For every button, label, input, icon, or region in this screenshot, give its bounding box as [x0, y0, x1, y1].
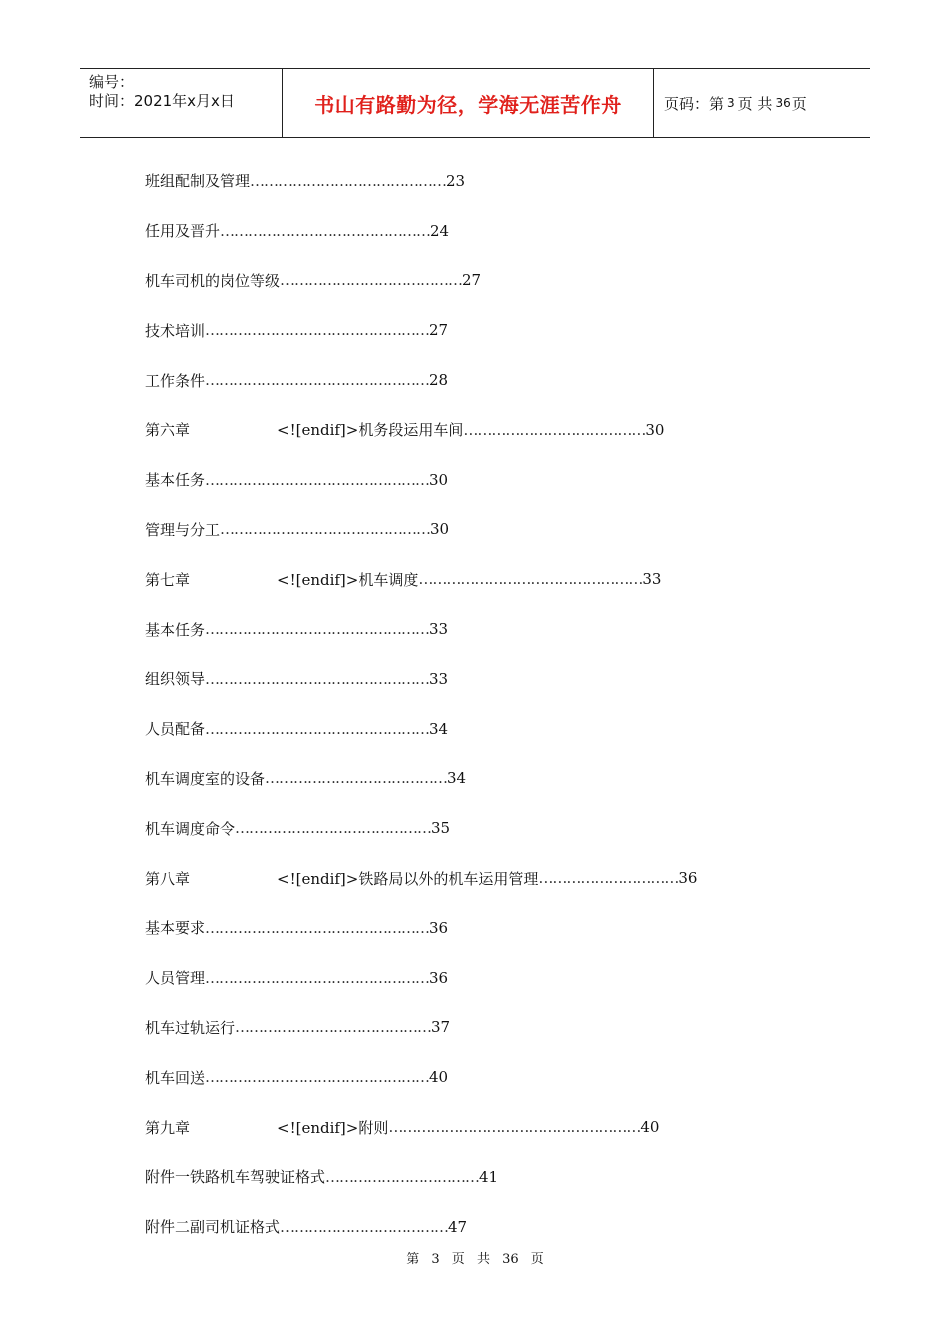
toc-page-number: 36: [678, 869, 698, 888]
footer-current-page: 3: [431, 1252, 440, 1267]
page-footer: [0, 1248, 950, 1267]
toc-entry-title: 人员配备: [145, 720, 206, 739]
toc-dot-leader: ……………………………………: [235, 819, 432, 838]
toc-dot-leader: ………………………………………: [220, 520, 431, 539]
toc-entry[interactable]: [145, 654, 825, 704]
toc-entry[interactable]: [145, 1102, 825, 1152]
toc-entry[interactable]: [145, 853, 825, 903]
toc-entry[interactable]: [145, 554, 825, 604]
table-of-contents: [145, 156, 825, 1252]
toc-entry[interactable]: [145, 803, 825, 853]
toc-chapter-label: 第七章: [145, 570, 191, 589]
toc-page-number: 24: [430, 221, 450, 240]
header-motto: 书山有路勤为径，学海无涯苦作舟: [314, 92, 622, 117]
toc-entry-title: <![endif]>附则: [277, 1118, 389, 1137]
footer-word-ye-end: 页: [530, 1252, 544, 1267]
toc-page-number: 36: [429, 918, 449, 937]
toc-entry[interactable]: [145, 1202, 825, 1252]
toc-entry-title: <![endif]>铁路局以外的机车运用管理: [277, 869, 539, 888]
toc-entry-title: 附件二副司机证格式: [145, 1218, 281, 1237]
toc-page-number: 40: [640, 1118, 660, 1137]
toc-entry-title: 机车过轨运行: [145, 1018, 236, 1037]
toc-entry[interactable]: [145, 1003, 825, 1053]
toc-page-number: 35: [431, 819, 451, 838]
toc-entry-title: 班组配制及管理: [145, 172, 251, 191]
toc-dot-leader: ……………………………: [325, 1167, 480, 1186]
toc-chapter-label: 第六章: [145, 421, 191, 440]
header-motto-cell: [282, 69, 654, 137]
toc-entry[interactable]: [145, 704, 825, 754]
footer-word-gong: 共: [476, 1252, 490, 1267]
toc-entry[interactable]: [145, 206, 825, 256]
toc-entry-title: 附件一铁路机车驾驶证格式: [145, 1168, 326, 1187]
header-page-current: 3: [727, 96, 735, 110]
toc-entry[interactable]: [145, 1052, 825, 1102]
toc-entry[interactable]: [145, 953, 825, 1003]
toc-dot-leader: …………………………………………: [205, 620, 430, 639]
toc-page-number: 34: [447, 769, 467, 788]
toc-entry-title: 工作条件: [145, 371, 206, 390]
toc-entry-title: 基本任务: [145, 471, 206, 490]
toc-entry-title: 人员管理: [145, 969, 206, 988]
toc-dot-leader: …………………………: [538, 869, 679, 888]
footer-word-di: 第: [406, 1252, 420, 1267]
header-page-total: 36: [775, 96, 791, 110]
header-page-mid: 页 共: [737, 94, 773, 113]
toc-dot-leader: …………………………………………: [205, 918, 430, 937]
toc-page-number: 30: [645, 420, 665, 439]
toc-entry-title: 机车调度室的设备: [145, 769, 266, 788]
header-meta: [80, 69, 282, 137]
toc-entry-title: 机车司机的岗位等级: [145, 271, 281, 290]
toc-dot-leader: ……………………………………: [250, 171, 447, 190]
toc-dot-leader: …………………………………: [463, 420, 646, 439]
document-time-label: 时间：2021年x月x日: [89, 92, 235, 110]
toc-dot-leader: …………………………………………: [418, 570, 643, 589]
toc-entry-title: <![endif]>机务段运用车间: [277, 421, 464, 440]
header-page-info: [654, 69, 870, 137]
toc-page-number: 37: [431, 1018, 451, 1037]
page-header: [80, 68, 870, 138]
toc-entry-title: 基本要求: [145, 919, 206, 938]
toc-dot-leader: ……………………………………: [235, 1018, 432, 1037]
toc-dot-leader: …………………………………: [265, 769, 448, 788]
toc-page-number: 23: [446, 171, 466, 190]
toc-page-number: 28: [429, 371, 449, 390]
footer-total-pages: 36: [502, 1252, 519, 1267]
toc-chapter-label: 第八章: [145, 869, 191, 888]
toc-page-number: 41: [479, 1167, 499, 1186]
toc-dot-leader: …………………………………………: [205, 371, 430, 390]
toc-page-number: 40: [429, 1068, 449, 1087]
toc-page-number: 30: [429, 470, 449, 489]
header-page-end: 页: [791, 94, 807, 113]
toc-page-number: 30: [430, 520, 450, 539]
toc-chapter-label: 第九章: [145, 1118, 191, 1137]
toc-entry[interactable]: [145, 256, 825, 306]
toc-entry[interactable]: [145, 405, 825, 455]
toc-entry-title: 组织领导: [145, 670, 206, 689]
toc-entry-title: 任用及晋升: [145, 222, 221, 241]
toc-entry-title: 基本任务: [145, 620, 206, 639]
header-page-label: 页码：第: [664, 94, 725, 113]
toc-dot-leader: …………………………………………: [205, 1068, 430, 1087]
toc-dot-leader: …………………………………: [280, 271, 463, 290]
toc-dot-leader: ………………………………………: [220, 221, 431, 240]
toc-entry[interactable]: [145, 355, 825, 405]
toc-entry[interactable]: [145, 1152, 825, 1202]
toc-entry[interactable]: [145, 305, 825, 355]
toc-entry[interactable]: [145, 604, 825, 654]
toc-page-number: 47: [448, 1217, 468, 1236]
toc-entry[interactable]: [145, 455, 825, 505]
toc-dot-leader: ………………………………………………: [388, 1118, 641, 1137]
toc-page-number: 27: [429, 321, 449, 340]
toc-dot-leader: …………………………………………: [205, 669, 430, 688]
toc-page-number: 36: [429, 968, 449, 987]
toc-entry-title: <![endif]>机车调度: [277, 570, 419, 589]
toc-entry[interactable]: [145, 754, 825, 804]
document-number-label: 编号：: [89, 73, 135, 91]
toc-entry-title: 机车回送: [145, 1068, 206, 1087]
footer-word-ye: 页: [451, 1252, 465, 1267]
toc-dot-leader: …………………………………………: [205, 321, 430, 340]
toc-dot-leader: …………………………………………: [205, 470, 430, 489]
toc-dot-leader: …………………………………………: [205, 968, 430, 987]
toc-dot-leader: ………………………………: [280, 1217, 449, 1236]
toc-entry-title: 机车调度命令: [145, 819, 236, 838]
toc-page-number: 33: [429, 620, 449, 639]
toc-page-number: 33: [429, 669, 449, 688]
toc-entry[interactable]: [145, 156, 825, 206]
toc-page-number: 34: [429, 719, 449, 738]
toc-entry[interactable]: [145, 903, 825, 953]
toc-dot-leader: …………………………………………: [205, 719, 430, 738]
toc-entry-title: 管理与分工: [145, 520, 221, 539]
toc-entry-title: 技术培训: [145, 321, 206, 340]
toc-page-number: 33: [642, 570, 662, 589]
toc-page-number: 27: [462, 271, 482, 290]
toc-entry[interactable]: [145, 505, 825, 555]
